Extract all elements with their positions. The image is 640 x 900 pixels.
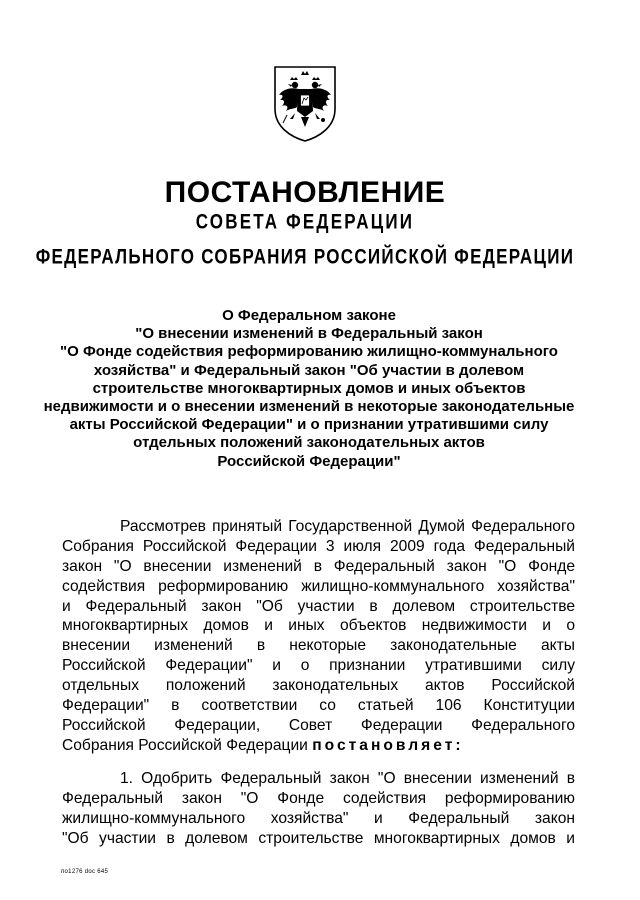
document-title: ПОСТАНОВЛЕНИЕ: [164, 176, 446, 209]
paragraph-line: Российской Федерации, Совет Федерации Федерального: [62, 716, 575, 734]
resolution-item-1: [62, 769, 575, 849]
paragraph-line: закон "О внесении изменений в Федеральный закон "О Фонде: [62, 557, 575, 575]
paragraph-line: жилищно-коммунального хозяйства" и Федеральный закон: [62, 809, 575, 827]
decision-word: постановляет:: [312, 736, 464, 754]
law-title-line: "О Фонде содействия реформированию жилищно-коммунального: [60, 343, 558, 361]
law-title-line: акты Российской Федерации" и о признании утратившими силу: [69, 416, 549, 434]
law-title-block: [40, 307, 578, 471]
law-title-line: строительстве многоквартирных домов и иных объектов: [92, 379, 526, 397]
document-reference: по1276 doc 645: [61, 869, 109, 875]
law-title-line: хозяйства" и Федеральный закон "Об участии в долевом: [93, 361, 525, 379]
paragraph-line: многоквартирных домов и иных объектов недвижимости и о: [62, 617, 575, 635]
paragraph-line: и Федеральный закон "Об участии в долевом строительстве: [62, 597, 575, 615]
paragraph-line: Рассмотрев принятый Государственной Думой Федерального: [120, 518, 575, 535]
paragraph-line: 1. Одобрить Федеральный закон "О внесении изменений в: [120, 770, 575, 787]
coat-of-arms-icon: [273, 65, 337, 143]
paragraph-line: Российской Федерации" и о признании утратившими силу: [62, 657, 575, 675]
law-title-line: недвижимости и о внесении изменений в некоторые законодательные: [43, 398, 575, 416]
paragraph-line: отдельных положений законодательных актов Российской: [62, 677, 575, 695]
paragraph-line-text: Собрания Российской Федерации: [62, 736, 308, 754]
issuer-line-1: СОВЕТА ФЕДЕРАЦИИ: [195, 209, 415, 234]
law-title-line: отдельных положений законодательных актов: [133, 434, 485, 452]
paragraph-line: Федерации" в соответствии со статьей 106 Конституции: [62, 697, 575, 715]
paragraph-line: "Об участии в долевом строительстве многоквартирных домов и: [62, 829, 575, 847]
paragraph-line: Федеральный закон "О Фонде содействия реформированию: [62, 789, 575, 807]
paragraph-line: внесении изменений в некоторые законодательные акты: [62, 637, 575, 655]
paragraph-last-line: [62, 736, 575, 756]
paragraph-line: содействия реформированию жилищно-коммунального хозяйства": [62, 577, 575, 595]
preamble-paragraph: [62, 517, 575, 756]
law-title-line: "О внесении изменений в Федеральный закон: [135, 325, 483, 343]
law-title-line: О Федеральном законе: [222, 307, 396, 324]
paragraph-line: Собрания Российской Федерации 3 июля 2009 года Федеральный: [62, 537, 575, 555]
law-title-line: Российской Федерации": [217, 452, 401, 470]
issuer-line-2: ФЕДЕРАЛЬНОГО СОБРАНИЯ РОССИЙСКОЙ ФЕДЕРАЦИИ: [35, 244, 575, 269]
